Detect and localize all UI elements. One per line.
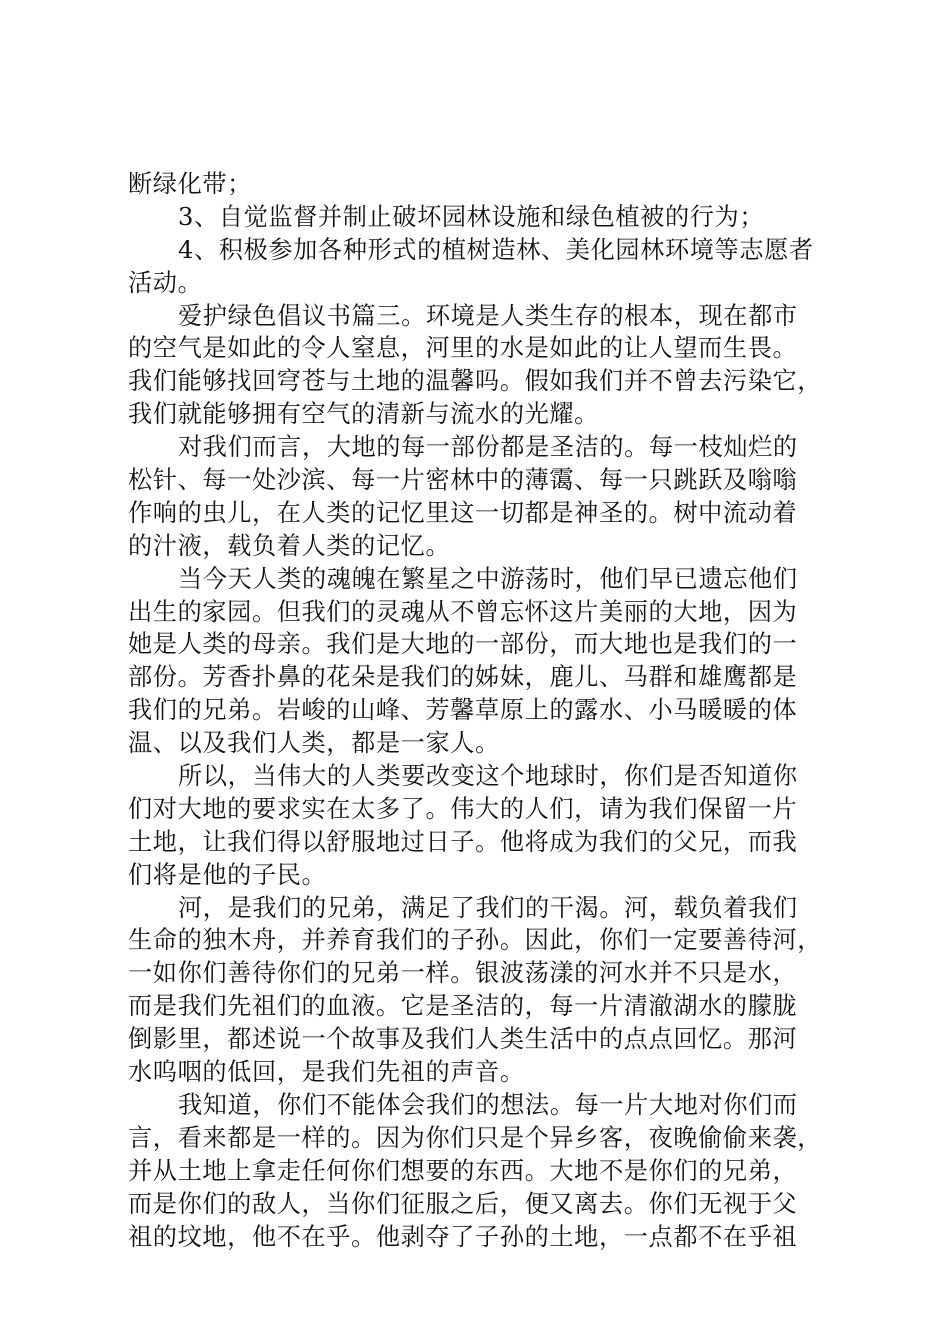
- text-line: 一如你们善待你们的兄弟一样。银波荡漾的河水并不只是水，: [128, 959, 798, 988]
- text-line: 倒影里，都述说一个故事及我们人类生活中的点点回忆。那河: [128, 1025, 798, 1054]
- text-line: 她是人类的母亲。我们是大地的一部份，而大地也是我们的一: [128, 630, 798, 659]
- text-line: 松针、每一处沙滨、每一片密林中的薄霭、每一只跳跃及嗡嗡: [128, 466, 798, 495]
- text-line: 们将是他的子民。: [128, 860, 327, 889]
- text-line: 的空气是如此的令人窒息，河里的水是如此的让人望而生畏。: [128, 334, 798, 363]
- text-line: 出生的家园。但我们的灵魂从不曾忘怀这片美丽的大地，因为: [128, 597, 798, 626]
- text-line: 所以，当伟大的人类要改变这个地球时，你们是否知道你: [178, 762, 798, 791]
- text-line: 并从土地上拿走任何你们想要的东西。大地不是你们的兄弟，: [128, 1156, 798, 1185]
- text-line: 祖的坟地，他不在乎。他剥夺了子孙的土地，一点都不在乎祖: [128, 1222, 798, 1251]
- text-line: 当今天人类的魂魄在繁星之中游荡时，他们早已遗忘他们: [178, 564, 798, 593]
- text-line: 我们的兄弟。岩峻的山峰、芳馨草原上的露水、小马暖暖的体: [128, 696, 798, 725]
- text-line: 土地，让我们得以舒服地过日子。他将成为我们的父兄，而我: [128, 827, 798, 856]
- text-line: 言，看来都是一样的。因为你们只是个异乡客，夜晚偷偷来袭，: [128, 1123, 823, 1152]
- text-line: 而是我们先祖们的血液。它是圣洁的，每一片清澈湖水的朦胧: [128, 992, 798, 1021]
- text-line: 我们能够找回穹苍与土地的温馨吗。假如我们并不曾去污染它，: [128, 367, 823, 396]
- text-line: 断绿化带；: [128, 170, 252, 198]
- text-line: 生命的独木舟，并养育我们的子孙。因此，你们一定要善待河，: [128, 926, 823, 955]
- text-line: 爱护绿色倡议书篇三。环境是人类生存的根本，现在都市: [178, 301, 798, 330]
- text-line: 水呜咽的低回，是我们先祖的声音。: [128, 1058, 525, 1087]
- text-line: 3、自觉监督并制止破坏园林设施和绿色植被的行为；: [178, 202, 765, 231]
- text-line: 温、以及我们人类，都是一家人。: [128, 729, 500, 758]
- text-line: 我知道，你们不能体会我们的想法。每一片大地对你们而: [178, 1090, 798, 1119]
- text-line: 而是你们的敌人，当你们征服之后，便又离去。你们无视于父: [128, 1189, 798, 1218]
- text-line: 的汁液，载负着人类的记忆。: [128, 531, 451, 560]
- text-line: 我们就能够拥有空气的清新与流水的光耀。: [128, 400, 599, 429]
- text-line: 作响的虫儿，在人类的记忆里这一切都是神圣的。树中流动着: [128, 498, 798, 527]
- document-body: [128, 168, 834, 1253]
- text-line: 活动。: [128, 268, 203, 297]
- text-line: 们对大地的要求实在太多了。伟大的人们，请为我们保留一片: [128, 794, 798, 823]
- text-line: 部份。芳香扑鼻的花朵是我们的姊妹，鹿儿、马群和雄鹰都是: [128, 663, 798, 692]
- text-line: 河，是我们的兄弟，满足了我们的干渴。河，载负着我们: [178, 893, 798, 922]
- text-line: 4、积极参加各种形式的植树造林、美化园林环境等志愿者: [178, 235, 814, 264]
- text-line: 对我们而言，大地的每一部份都是圣洁的。每一枝灿烂的: [178, 433, 798, 462]
